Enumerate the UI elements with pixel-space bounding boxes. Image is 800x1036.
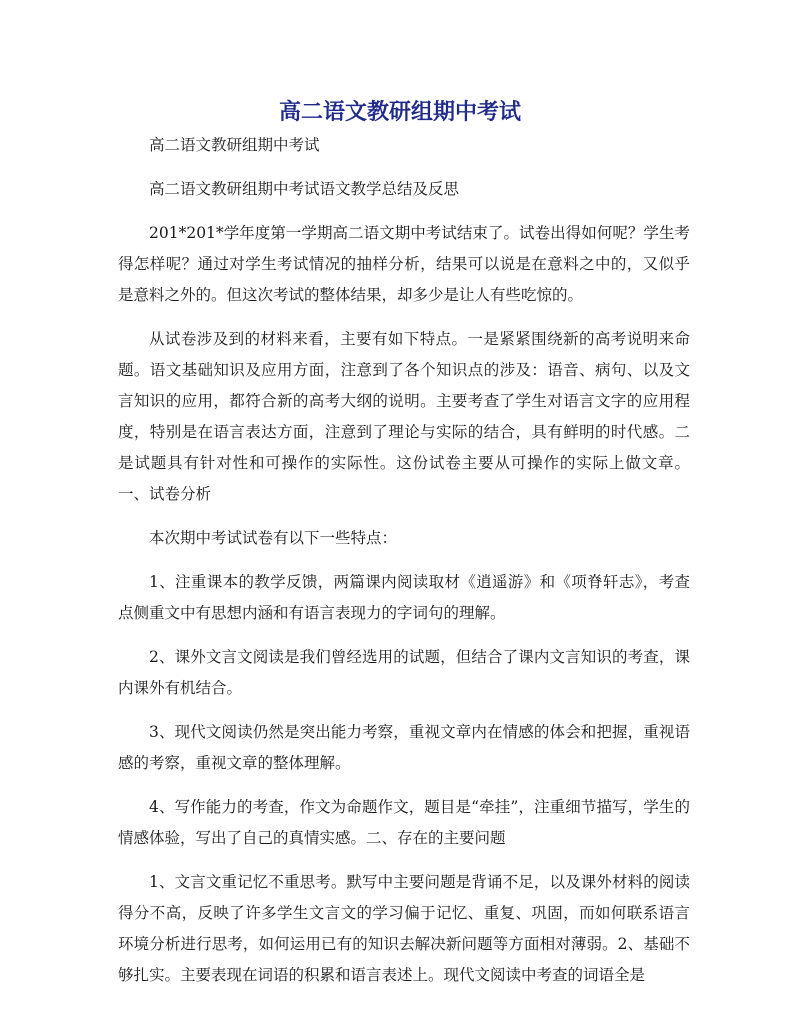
- paragraph: 1、注重课本的教学反馈，两篇课内阅读取材《逍遥游》和《项脊轩志》，考查点侧重文中有思想内涵和有语言表现力的字词句的理解。: [118, 573, 690, 622]
- paragraph: 高二语文教研组期中考试: [149, 136, 320, 154]
- paragraph: 4、写作能力的考查，作文为命题作文，题目是“牵挂”，注重细节描写，学生的情感体验，写出了自己的真情实感。二、存在的主要问题: [118, 798, 690, 847]
- paragraph: 1、文言文重记忆不重思考。默写中主要问题是背诵不足，以及课外材料的阅读得分不高，反映了许多学生文言文的学习偏于记忆、重复、巩固，而如何联系语言环境分析进行思考，如何运用已有的知识去解决新问题等方面相对薄弱。2、基础不够扎实。主要表现在词语的积累和语言表述上。现代文阅读中考查的词语全是: [118, 873, 690, 984]
- paragraph: 本次期中考试试卷有以下一些特点：: [149, 529, 398, 547]
- paragraph: 高二语文教研组期中考试语文教学总结及反思: [149, 180, 460, 198]
- paragraph: 2、课外文言文阅读是我们曾经选用的试题，但结合了课内文言知识的考查，课内课外有机结合。: [118, 648, 690, 697]
- document-body: [118, 130, 690, 1004]
- paragraph: 201*201*学年度第一学期高二语文期中考试结束了。试卷出得如何呢？学生考得怎样呢？通过对学生考试情况的抽样分析，结果可以说是在意料之中的，又似乎是意料之外的。但这次考试的整体结果，却多少是让人有些吃惊的。: [118, 224, 690, 304]
- paragraph: 3、现代文阅读仍然是突出能力考察，重视文章内在情感的体会和把握，重视语感的考察，重视文章的整体理解。: [118, 723, 690, 772]
- document-title: 高二语文教研组期中考试: [278, 100, 521, 125]
- paragraph: 从试卷涉及到的材料来看，主要有如下特点。一是紧紧围绕新的高考说明来命题。语文基础知识及应用方面，注意到了各个知识点的涉及：语音、病句、以及文言知识的应用，都符合新的高考大纲的说明。主要考查了学生对语言文字的应用程度，特别是在语言表达方面，注意到了理论与实际的结合，具有鲜明的时代感。二是试题具有针对性和可操作的实际性。这份试卷主要从可操作的实际上做文章。一、试卷分析: [118, 330, 690, 503]
